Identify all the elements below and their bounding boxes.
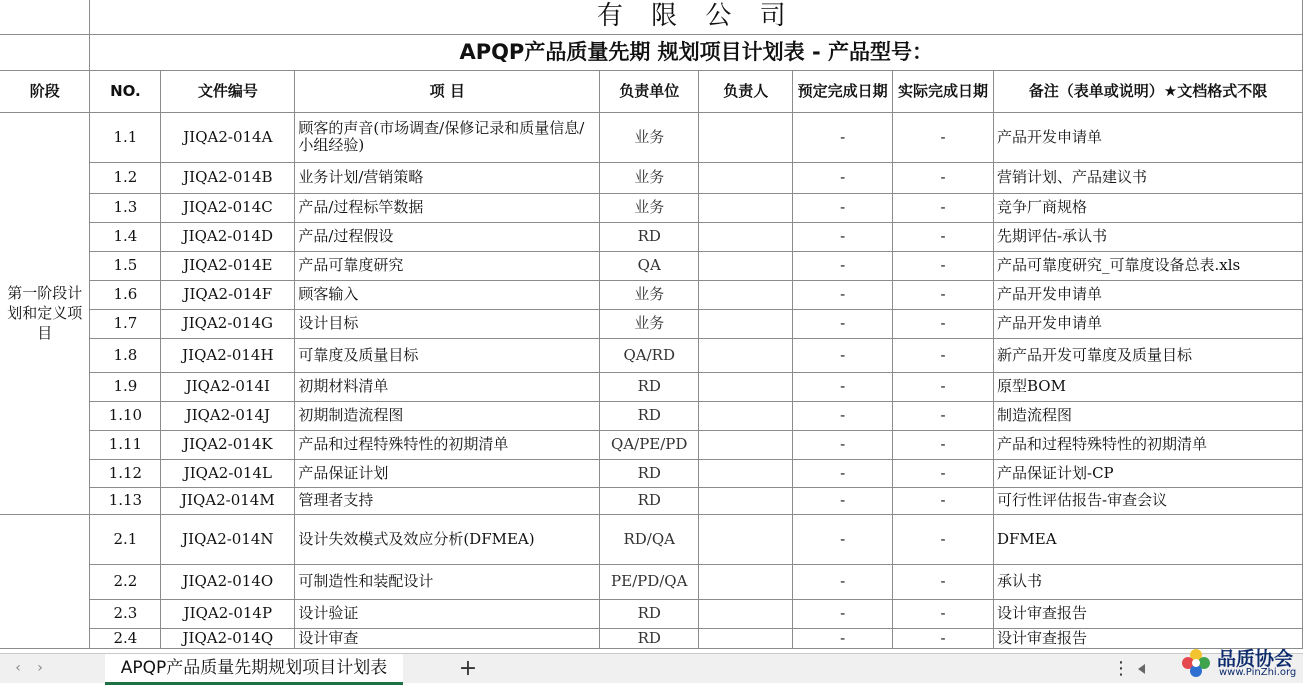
doc-no-cell[interactable]: JIQA2-014L bbox=[161, 459, 295, 487]
owner-cell[interactable] bbox=[699, 514, 793, 564]
watermark-logo bbox=[1175, 640, 1303, 682]
actual-date-cell[interactable]: - bbox=[893, 280, 994, 309]
table-row bbox=[0, 162, 1303, 193]
scroll-left-icon[interactable] bbox=[1138, 664, 1145, 674]
table-row bbox=[0, 401, 1303, 430]
row-no-cell[interactable]: 1.2 bbox=[90, 162, 161, 193]
item-cell[interactable]: 管理者支持 bbox=[295, 487, 600, 514]
stage-cell-2[interactable] bbox=[0, 514, 90, 648]
row-no-cell[interactable]: 1.13 bbox=[90, 487, 161, 514]
remark-cell[interactable]: 可行性评估报告-审查会议 bbox=[994, 487, 1303, 514]
doc-no-cell[interactable]: JIQA2-014F bbox=[161, 280, 295, 309]
actual-date-cell[interactable]: - bbox=[893, 599, 994, 628]
owner-cell[interactable] bbox=[699, 599, 793, 628]
item-cell[interactable]: 产品/过程标竿数据 bbox=[295, 193, 600, 222]
planned-date-cell[interactable]: - bbox=[793, 459, 893, 487]
watermark-name: 品质协会 bbox=[1217, 648, 1294, 670]
dept-cell[interactable]: RD bbox=[600, 599, 699, 628]
owner-cell[interactable] bbox=[699, 338, 793, 372]
table-row bbox=[0, 280, 1303, 309]
planned-date-cell[interactable]: - bbox=[793, 280, 893, 309]
actual-date-cell[interactable]: - bbox=[893, 193, 994, 222]
actual-date-cell[interactable]: - bbox=[893, 564, 994, 599]
planned-date-cell[interactable]: - bbox=[793, 309, 893, 338]
doc-no-cell[interactable]: JIQA2-014J bbox=[161, 401, 295, 430]
header-planned-date[interactable]: 预定完成日期 bbox=[793, 70, 893, 112]
dept-cell[interactable]: 业务 bbox=[600, 193, 699, 222]
item-cell[interactable]: 初期材料清单 bbox=[295, 372, 600, 401]
dept-cell[interactable]: RD bbox=[600, 222, 699, 251]
row-no-cell[interactable]: 1.9 bbox=[90, 372, 161, 401]
dept-cell[interactable]: RD bbox=[600, 372, 699, 401]
dept-cell[interactable]: 业务 bbox=[600, 162, 699, 193]
dept-cell[interactable]: QA bbox=[600, 251, 699, 280]
planned-date-cell[interactable]: - bbox=[793, 372, 893, 401]
actual-date-cell[interactable]: - bbox=[893, 459, 994, 487]
owner-cell[interactable] bbox=[699, 193, 793, 222]
item-cell[interactable]: 产品/过程假设 bbox=[295, 222, 600, 251]
table-row bbox=[0, 222, 1303, 251]
item-cell[interactable]: 设计审查 bbox=[295, 628, 600, 648]
actual-date-cell[interactable]: - bbox=[893, 338, 994, 372]
actual-date-cell[interactable]: - bbox=[893, 162, 994, 193]
owner-cell[interactable] bbox=[699, 628, 793, 648]
dept-cell[interactable]: 业务 bbox=[600, 309, 699, 338]
remark-cell[interactable]: 设计审查报告 bbox=[994, 599, 1303, 628]
owner-cell[interactable] bbox=[699, 372, 793, 401]
remark-cell[interactable]: 设计审查报告 bbox=[994, 628, 1303, 648]
planned-date-cell[interactable]: - bbox=[793, 628, 893, 648]
dept-cell[interactable]: RD bbox=[600, 487, 699, 514]
remark-cell[interactable]: 承认书 bbox=[994, 564, 1303, 599]
doc-no-cell[interactable]: JIQA2-014M bbox=[161, 487, 295, 514]
table-row bbox=[0, 193, 1303, 222]
next-sheet-button[interactable]: › bbox=[37, 660, 43, 676]
sheet-title[interactable]: APQP产品质量先期 规划项目计划表 - 产品型号： bbox=[90, 34, 1303, 70]
owner-cell[interactable] bbox=[699, 251, 793, 280]
doc-no-cell[interactable]: JIQA2-014Q bbox=[161, 628, 295, 648]
dept-cell[interactable]: RD bbox=[600, 459, 699, 487]
table-row bbox=[0, 487, 1303, 514]
planned-date-cell[interactable]: - bbox=[793, 251, 893, 280]
item-cell[interactable]: 顾客输入 bbox=[295, 280, 600, 309]
planned-date-cell[interactable]: - bbox=[793, 193, 893, 222]
company-title[interactable]: 有 限 公 司 bbox=[90, 0, 1303, 34]
doc-no-cell[interactable]: JIQA2-014E bbox=[161, 251, 295, 280]
table-row bbox=[0, 628, 1303, 648]
actual-date-cell[interactable]: - bbox=[893, 309, 994, 338]
table-row bbox=[0, 251, 1303, 280]
planned-date-cell[interactable]: - bbox=[793, 599, 893, 628]
owner-cell[interactable] bbox=[699, 564, 793, 599]
row-no-cell[interactable]: 1.11 bbox=[90, 430, 161, 459]
dept-cell[interactable]: PE/PD/QA bbox=[600, 564, 699, 599]
table-row bbox=[0, 459, 1303, 487]
remark-cell[interactable]: 产品可靠度研究_可靠度设备总表.xls bbox=[994, 251, 1303, 280]
planned-date-cell[interactable]: - bbox=[793, 514, 893, 564]
doc-no-cell[interactable]: JIQA2-014B bbox=[161, 162, 295, 193]
remark-cell[interactable]: 营销计划、产品建议书 bbox=[994, 162, 1303, 193]
prev-sheet-button[interactable]: ‹ bbox=[15, 660, 21, 676]
table-row bbox=[0, 372, 1303, 401]
item-cell[interactable]: 可制造性和装配设计 bbox=[295, 564, 600, 599]
header-doc-no[interactable]: 文件编号 bbox=[161, 70, 295, 112]
dept-cell[interactable]: RD bbox=[600, 401, 699, 430]
owner-cell[interactable] bbox=[699, 430, 793, 459]
table-row bbox=[0, 338, 1303, 372]
header-dept[interactable]: 负责单位 bbox=[600, 70, 699, 112]
dept-cell[interactable]: QA/PE/PD bbox=[600, 430, 699, 459]
table-row bbox=[0, 430, 1303, 459]
row-no-cell[interactable]: 2.3 bbox=[90, 599, 161, 628]
planned-date-cell[interactable]: - bbox=[793, 338, 893, 372]
dept-cell[interactable]: 业务 bbox=[600, 112, 699, 162]
dept-cell[interactable]: 业务 bbox=[600, 280, 699, 309]
row-no-cell[interactable]: 2.4 bbox=[90, 628, 161, 648]
row-no-cell[interactable]: 2.1 bbox=[90, 514, 161, 564]
owner-cell[interactable] bbox=[699, 459, 793, 487]
actual-date-cell[interactable]: - bbox=[893, 628, 994, 648]
actual-date-cell[interactable]: - bbox=[893, 251, 994, 280]
item-cell[interactable]: 产品可靠度研究 bbox=[295, 251, 600, 280]
remark-cell[interactable]: 竞争厂商规格 bbox=[994, 193, 1303, 222]
item-cell[interactable]: 产品保证计划 bbox=[295, 459, 600, 487]
doc-no-cell[interactable]: JIQA2-014N bbox=[161, 514, 295, 564]
blank-cell[interactable] bbox=[0, 34, 90, 70]
corner-cell[interactable] bbox=[0, 0, 90, 34]
doc-no-cell[interactable]: JIQA2-014K bbox=[161, 430, 295, 459]
owner-cell[interactable] bbox=[699, 222, 793, 251]
dept-cell[interactable]: QA/RD bbox=[600, 338, 699, 372]
remark-cell[interactable]: 新产品开发可靠度及质量目标 bbox=[994, 338, 1303, 372]
stage-cell-1[interactable]: 第一阶段计划和定义项目 bbox=[0, 112, 90, 514]
table-row bbox=[0, 309, 1303, 338]
actual-date-cell[interactable]: - bbox=[893, 430, 994, 459]
table-row bbox=[0, 564, 1303, 599]
owner-cell[interactable] bbox=[699, 112, 793, 162]
remark-cell[interactable]: 产品和过程特殊特性的初期清单 bbox=[994, 430, 1303, 459]
header-actual-date[interactable]: 实际完成日期 bbox=[893, 70, 994, 112]
sheet-tab-apqp[interactable]: APQP产品质量先期规划项目计划表 bbox=[105, 654, 403, 685]
planned-date-cell[interactable]: - bbox=[793, 430, 893, 459]
row-no-cell[interactable]: 1.1 bbox=[90, 112, 161, 162]
doc-no-cell[interactable]: JIQA2-014G bbox=[161, 309, 295, 338]
dept-cell[interactable]: RD/QA bbox=[600, 514, 699, 564]
item-cell[interactable]: 设计验证 bbox=[295, 599, 600, 628]
table-row bbox=[0, 514, 1303, 564]
row-no-cell[interactable]: 1.4 bbox=[90, 222, 161, 251]
owner-cell[interactable] bbox=[699, 401, 793, 430]
actual-date-cell[interactable]: - bbox=[893, 514, 994, 564]
planned-date-cell[interactable]: - bbox=[793, 222, 893, 251]
more-options-icon[interactable]: ⋮ bbox=[1112, 658, 1130, 679]
planned-date-cell[interactable]: - bbox=[793, 487, 893, 514]
row-no-cell[interactable]: 2.2 bbox=[90, 564, 161, 599]
row-no-cell[interactable]: 1.3 bbox=[90, 193, 161, 222]
item-cell[interactable]: 顾客的声音(市场调查/保修记录和质量信息/小组经验) bbox=[295, 112, 600, 162]
planned-date-cell[interactable]: - bbox=[793, 564, 893, 599]
item-cell[interactable]: 初期制造流程图 bbox=[295, 401, 600, 430]
owner-cell[interactable] bbox=[699, 162, 793, 193]
header-owner[interactable]: 负责人 bbox=[699, 70, 793, 112]
actual-date-cell[interactable]: - bbox=[893, 112, 994, 162]
header-no[interactable]: NO. bbox=[90, 70, 161, 112]
row-no-cell[interactable]: 1.6 bbox=[90, 280, 161, 309]
header-item[interactable]: 项 目 bbox=[295, 70, 600, 112]
item-cell[interactable]: 产品和过程特殊特性的初期清单 bbox=[295, 430, 600, 459]
watermark-url: www.PinZhi.org bbox=[1219, 667, 1297, 678]
remark-cell[interactable]: 先期评估-承认书 bbox=[994, 222, 1303, 251]
item-cell[interactable]: 设计目标 bbox=[295, 309, 600, 338]
doc-no-cell[interactable]: JIQA2-014C bbox=[161, 193, 295, 222]
row-no-cell[interactable]: 1.5 bbox=[90, 251, 161, 280]
remark-cell[interactable]: 产品开发申请单 bbox=[994, 280, 1303, 309]
header-row bbox=[0, 70, 1303, 112]
flower-logo-icon bbox=[1179, 646, 1213, 680]
remark-cell[interactable]: 产品开发申请单 bbox=[994, 112, 1303, 162]
doc-no-cell[interactable]: JIQA2-014A bbox=[161, 112, 295, 162]
remark-cell[interactable]: 产品开发申请单 bbox=[994, 309, 1303, 338]
planned-date-cell[interactable]: - bbox=[793, 162, 893, 193]
sheet-tab-bar bbox=[0, 653, 1303, 683]
table-body bbox=[0, 112, 1303, 648]
owner-cell[interactable] bbox=[699, 309, 793, 338]
doc-no-cell[interactable]: JIQA2-014D bbox=[161, 222, 295, 251]
remark-cell[interactable]: 原型BOM bbox=[994, 372, 1303, 401]
actual-date-cell[interactable]: - bbox=[893, 222, 994, 251]
actual-date-cell[interactable]: - bbox=[893, 401, 994, 430]
remark-cell[interactable]: DFMEA bbox=[994, 514, 1303, 564]
actual-date-cell[interactable]: - bbox=[893, 487, 994, 514]
planned-date-cell[interactable]: - bbox=[793, 401, 893, 430]
item-cell[interactable]: 业务计划/营销策略 bbox=[295, 162, 600, 193]
doc-no-cell[interactable]: JIQA2-014H bbox=[161, 338, 295, 372]
table-row bbox=[0, 599, 1303, 628]
row-no-cell[interactable]: 1.8 bbox=[90, 338, 161, 372]
doc-no-cell[interactable]: JIQA2-014P bbox=[161, 599, 295, 628]
item-cell[interactable]: 设计失效模式及效应分析(DFMEA) bbox=[295, 514, 600, 564]
header-remark[interactable]: 备注（表单或说明）★文档格式不限 bbox=[994, 70, 1303, 112]
remark-cell[interactable]: 制造流程图 bbox=[994, 401, 1303, 430]
owner-cell[interactable] bbox=[699, 280, 793, 309]
actual-date-cell[interactable]: - bbox=[893, 372, 994, 401]
dept-cell[interactable]: RD bbox=[600, 628, 699, 648]
header-stage[interactable]: 阶段 bbox=[0, 70, 90, 112]
table-row bbox=[0, 112, 1303, 162]
item-cell[interactable]: 可靠度及质量目标 bbox=[295, 338, 600, 372]
row-no-cell[interactable]: 1.12 bbox=[90, 459, 161, 487]
planned-date-cell[interactable]: - bbox=[793, 112, 893, 162]
owner-cell[interactable] bbox=[699, 487, 793, 514]
row-no-cell[interactable]: 1.7 bbox=[90, 309, 161, 338]
row-no-cell[interactable]: 1.10 bbox=[90, 401, 161, 430]
add-sheet-button[interactable]: + bbox=[458, 656, 478, 681]
remark-cell[interactable]: 产品保证计划-CP bbox=[994, 459, 1303, 487]
doc-no-cell[interactable]: JIQA2-014O bbox=[161, 564, 295, 599]
doc-no-cell[interactable]: JIQA2-014I bbox=[161, 372, 295, 401]
